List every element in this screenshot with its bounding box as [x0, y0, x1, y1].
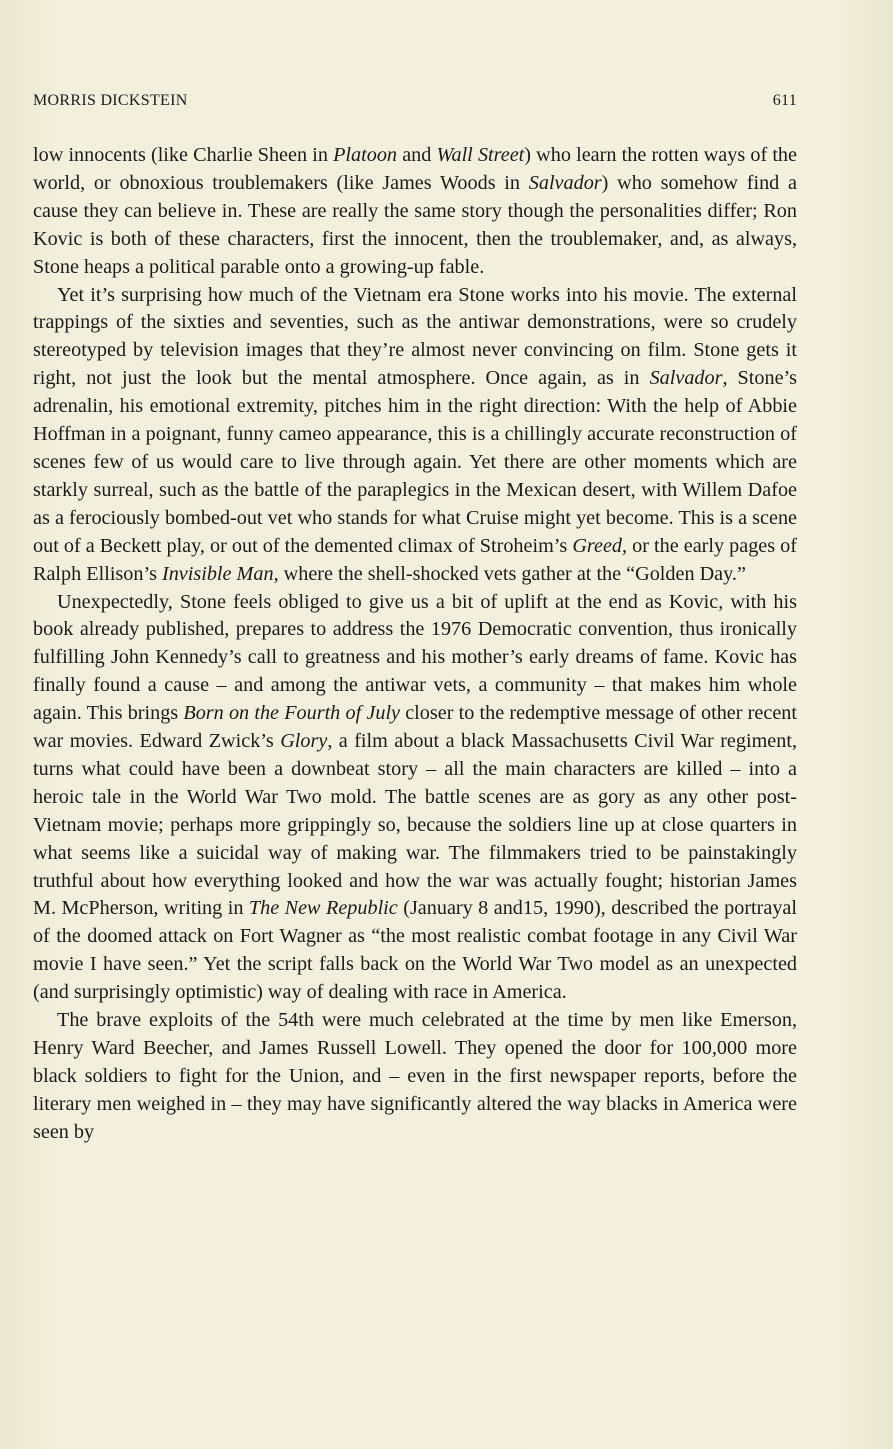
text-run: , Stone’s adrenalin, his emotional extremity, pitches him in the right direction: With the help of Abbie Hoffman in a poignant, funny cameo appearance, this is a chillingly accurate reconstruction of scenes few of us would care to live through again. Yet there are other moments which are starkly surreal, such as the battle of the paraplegics in the Mexican desert, with Willem Dafoe as a ferociously bombed-out vet who stands for what Cruise might yet become. This is a scene out of a Beckett play, or out of the demented climax of Stroheim’s	[33, 367, 798, 557]
italic-title: Invisible Man	[161, 562, 274, 585]
paragraph	[33, 142, 797, 282]
text-run: The brave exploits of the 54th were much celebrated at the time by men like Emerson, Henry Ward Beecher, and James Russell Lowell. They opened the door for 100,000 more black soldiers to fight for the Union, and – even in the first newspaper reports, before the literary men weighed in – they may have significantly altered the way blacks in America were seen by	[33, 1009, 797, 1143]
text-run: ) who learn the rotten ways of the world, or obnoxious troublemakers (like James Woods in	[33, 144, 797, 194]
text-run: low innocents (like Charlie Sheen in	[33, 144, 334, 166]
italic-title: Salvador	[528, 171, 602, 194]
text-run: Unexpectedly, Stone feels obliged to give us a bit of uplift at the end as Kovic, with his book already published, prepares to address the 1976 Democratic convention, thus ironically fulfilling John Kennedy’s call to greatness and his mother’s early dreams of fame. Kovic has finally found a cause – and among the antiwar vets, a community – that makes him whole again. This brings	[33, 590, 797, 725]
text-run: and	[397, 144, 437, 166]
page-number: 611	[772, 92, 797, 109]
italic-title: Born on the Fourth of July	[183, 702, 401, 725]
text-run: , a film about a black Massachusetts Civil War regiment, turns what could have been a downbeat story – all the main characters are killed – into a heroic tale in the World War Two mold. The battle scenes are as gory as any other post-Vietnam movie; perhaps more grippingly so, because the soldiers line up at close quarters in what seems like a suicidal way of making war. The filmmakers tried to be painstakingly truthful about how everything looked and how the war was actually fought; historian James M. McPherson, writing in	[33, 730, 797, 920]
text-run: , where the shell-shocked vets gather at the “Golden Day.”	[273, 562, 746, 585]
text-run: closer to the redemptive message of other recent war movies. Edward Zwick’s	[33, 702, 797, 753]
paragraph	[33, 1007, 797, 1147]
italic-title: Wall Street	[436, 144, 525, 166]
text-run: (January 8 and15, 1990), described the portrayal of the doomed attack on Fort Wagner as “the most realistic combat footage in any Civil War movie I have seen.” Yet the script falls back on the World War Two model as an unexpected (and surprisingly optimistic) way of dealing with race in America.	[33, 897, 798, 1004]
text-run: ) who somehow find a cause they can believe in. These are really the same story though the personalities differ; Ron Kovic is both of these characters, first the innocent, then the troublemaker, and, as always, Stone heaps a political parable onto a growing-up fable.	[33, 171, 797, 278]
paragraph	[33, 589, 797, 1008]
italic-title: Greed	[572, 534, 623, 557]
italic-title: Platoon	[333, 144, 398, 166]
text-run: Yet it’s surprising how much of the Vietnam era Stone works into his movie. The external trappings of the sixties and seventies, such as the antiwar demonstrations, were so crudely stereotyped by television images that they’re almost never convincing on film. Stone gets it right, not just the look but the mental atmosphere. Once again, as in	[33, 283, 797, 390]
paragraph	[33, 282, 797, 589]
running-header	[33, 92, 797, 110]
italic-title: Salvador	[649, 367, 723, 390]
italic-title: Glory	[280, 730, 328, 753]
italic-title: The New Republic	[248, 897, 398, 920]
running-head-author: MORRIS DICKSTEIN	[33, 92, 188, 109]
body-text	[33, 142, 797, 1147]
text-run: , or the early pages of Ralph Ellison’s	[33, 534, 797, 585]
